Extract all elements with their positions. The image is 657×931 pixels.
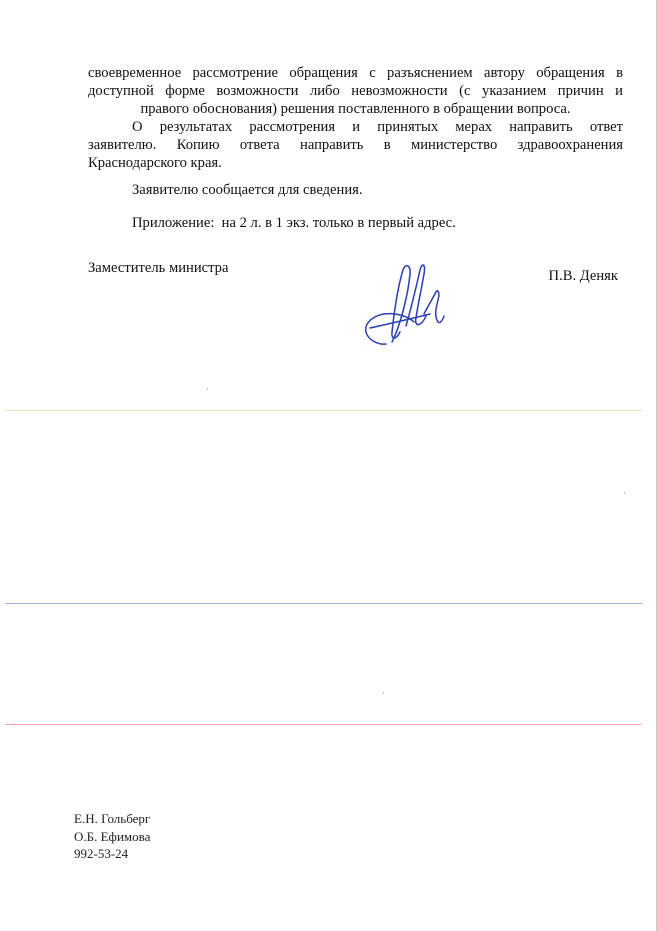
text-line: заявителю. Копию ответа направить в министерство здравоохранения xyxy=(88,137,623,153)
text-line: правого обоснования) решения поставленного в обращении вопроса. xyxy=(140,101,571,117)
signatory-name: П.В. Деняк xyxy=(548,268,618,284)
text-line: Заявителю сообщается для сведения. xyxy=(132,182,363,198)
paragraph-notify-applicant xyxy=(88,181,623,199)
signatory-position: Заместитель министра xyxy=(88,260,229,276)
separator-line-yellow xyxy=(5,410,642,411)
executor-name: О.Б. Ефимова xyxy=(74,828,151,844)
executor-phone: 992-53-24 xyxy=(74,846,129,861)
text-line: своевременное рассмотрение обращения с разъяснением автору обращения в xyxy=(88,65,623,81)
text-line: Краснодарского края. xyxy=(88,155,222,171)
text-line: Приложение: на 2 л. в 1 экз. только в первый адрес. xyxy=(132,215,456,231)
separator-line-blue xyxy=(5,603,642,604)
attachment-note xyxy=(88,214,623,232)
separator-line-pink xyxy=(5,724,642,725)
executor-name: Е.Н. Гольберг xyxy=(74,811,151,826)
signature-block xyxy=(88,260,623,360)
scan-speck xyxy=(624,492,625,493)
executor-footer xyxy=(74,810,150,863)
letter-body xyxy=(88,64,623,232)
paragraph-send-answer xyxy=(88,118,623,172)
text-line: доступной форме возможности либо невозможности (с указанием причин и xyxy=(88,83,623,99)
text-line: О результатах рассмотрения и принятых мерах направить ответ xyxy=(132,119,623,135)
paragraph-review-explanation xyxy=(88,64,623,118)
scan-speck xyxy=(383,692,384,693)
scan-speck xyxy=(207,388,208,389)
handwritten-signature xyxy=(348,256,448,348)
